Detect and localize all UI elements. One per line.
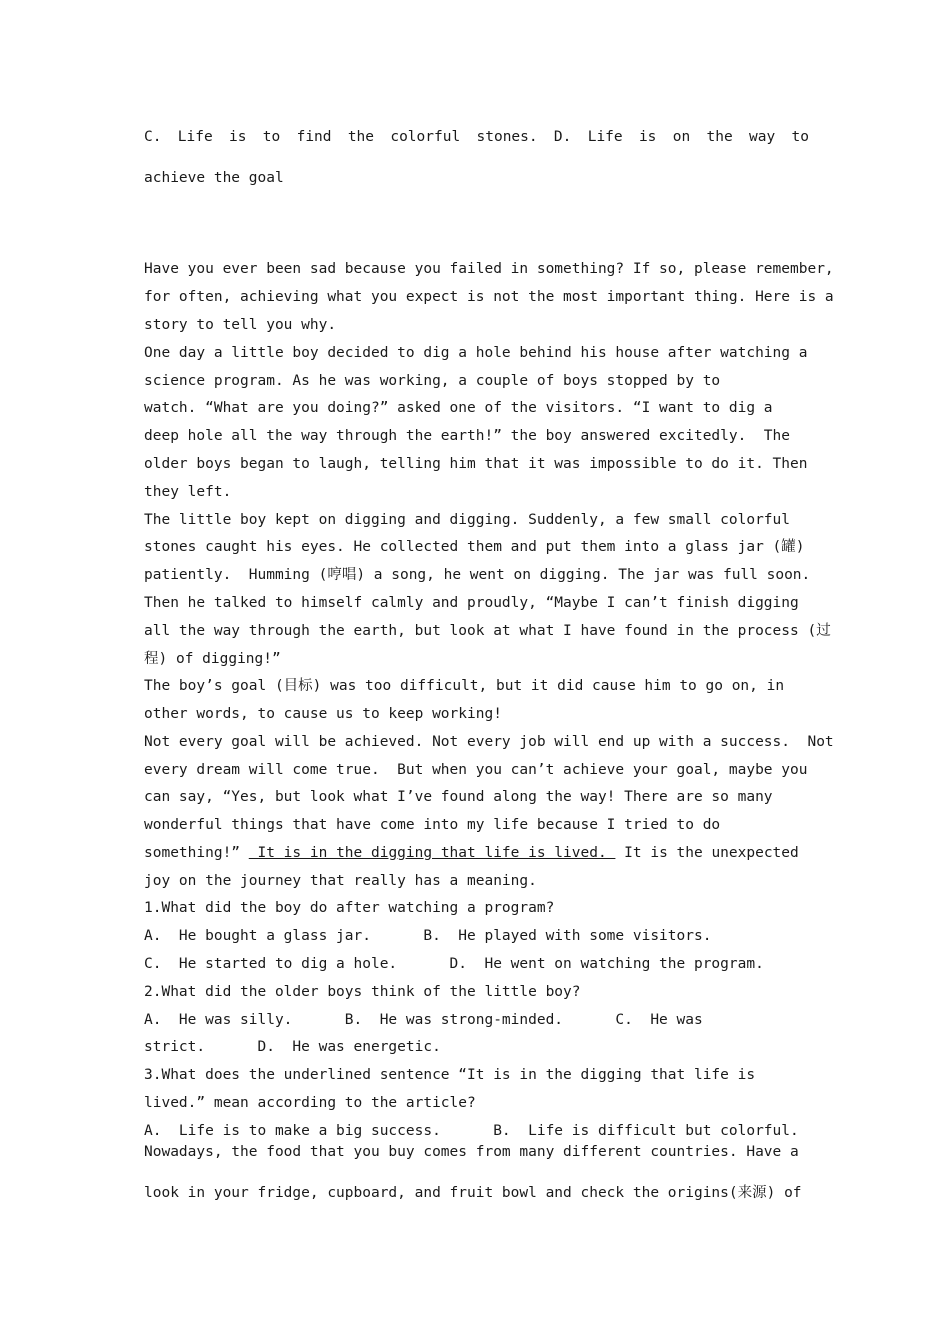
passage-p1-line: story to tell you why. (144, 317, 337, 333)
underlined-sentence: It is in the digging that life is lived. (248, 845, 616, 861)
question-3-stem: lived.” mean according to the article? (144, 1095, 476, 1111)
passage-p5-underlined-line (144, 843, 809, 863)
passage-p1-line: Have you ever been sad because you failed in something? If so, please remember, (144, 261, 834, 277)
passage-p3-line: stones caught his eyes. He collected them and put them into a glass jar (罐) (144, 539, 805, 555)
question-1-options: A. He bought a glass jar. B. He played with some visitors. (144, 928, 712, 944)
passage-p5-line: can say, “Yes, but look what I’ve found along the way! There are so many (144, 789, 773, 805)
passage-p1-line: for often, achieving what you expect is not the most important thing. Here is a (144, 289, 834, 305)
passage-p3-line: Then he talked to himself calmly and proudly, “Maybe I can’t finish digging (144, 595, 799, 611)
question-2-options: A. He was silly. B. He was strong-minded. C. He was (144, 1012, 703, 1028)
passage-p2-line: watch. “What are you doing?” asked one of the visitors. “I want to dig a (144, 400, 773, 416)
passage-p2-line: deep hole all the way through the earth!” the boy answered excitedly. The (144, 428, 791, 444)
question-2-options: strict. D. He was energetic. (144, 1039, 441, 1055)
passage-p5-line: every dream will come true. But when you can’t achieve your goal, maybe you (144, 762, 808, 778)
question-2-stem: 2.What did the older boys think of the little boy? (144, 984, 581, 1000)
question-1-options: C. He started to dig a hole. D. He went on watching the program. (144, 956, 764, 972)
passage-p4-line: The boy’s goal (目标) was too difficult, but it did cause him to go on, in (144, 678, 785, 694)
question-1-stem: 1.What did the boy do after watching a program? (144, 900, 555, 916)
passage-p3-line: 程) of digging!” (144, 651, 281, 667)
passage-p3-line: patiently. Humming (哼唱) a song, he went on digging. The jar was full soon. (144, 567, 811, 583)
passage-p5-line: wonderful things that have come into my life because I tried to do (144, 817, 721, 833)
question-3-options: A. Life is to make a big success. B. Life is difficult but colorful. (144, 1123, 799, 1139)
passage-p2-line: they left. (144, 484, 232, 500)
passage-p2-line: science program. As he was working, a couple of boys stopped by to (144, 373, 721, 389)
passage-p5-line: joy on the journey that really has a meaning. (144, 873, 537, 889)
passage-p2-line: older boys began to laugh, telling him that it was impossible to do it. Then (144, 456, 808, 472)
question-3-stem: 3.What does the underlined sentence “It is in the digging that life is (144, 1067, 756, 1083)
next-passage-line: look in your fridge, cupboard, and fruit bowl and check the origins(来源) of (144, 1185, 802, 1201)
top-option-line-2: achieve the goal (144, 170, 284, 186)
next-passage-line: Nowadays, the food that you buy comes from many different countries. Have a (144, 1144, 799, 1160)
passage-p3-line: The little boy kept on digging and digging. Suddenly, a few small colorful (144, 512, 791, 528)
passage-p4-line: other words, to cause us to keep working! (144, 706, 502, 722)
p5-text-before: something!” (144, 845, 249, 861)
top-option-line-1: C. Life is to find the colorful stones. D. Life is on the way to (144, 129, 809, 145)
passage-p3-line: all the way through the earth, but look at what I have found in the process (过 (144, 623, 831, 639)
passage-p2-line: One day a little boy decided to dig a hole behind his house after watching a (144, 345, 808, 361)
p5-text-after: It is the unexpected (615, 845, 799, 861)
passage-p5-line: Not every goal will be achieved. Not every job will end up with a success. Not (144, 734, 834, 750)
